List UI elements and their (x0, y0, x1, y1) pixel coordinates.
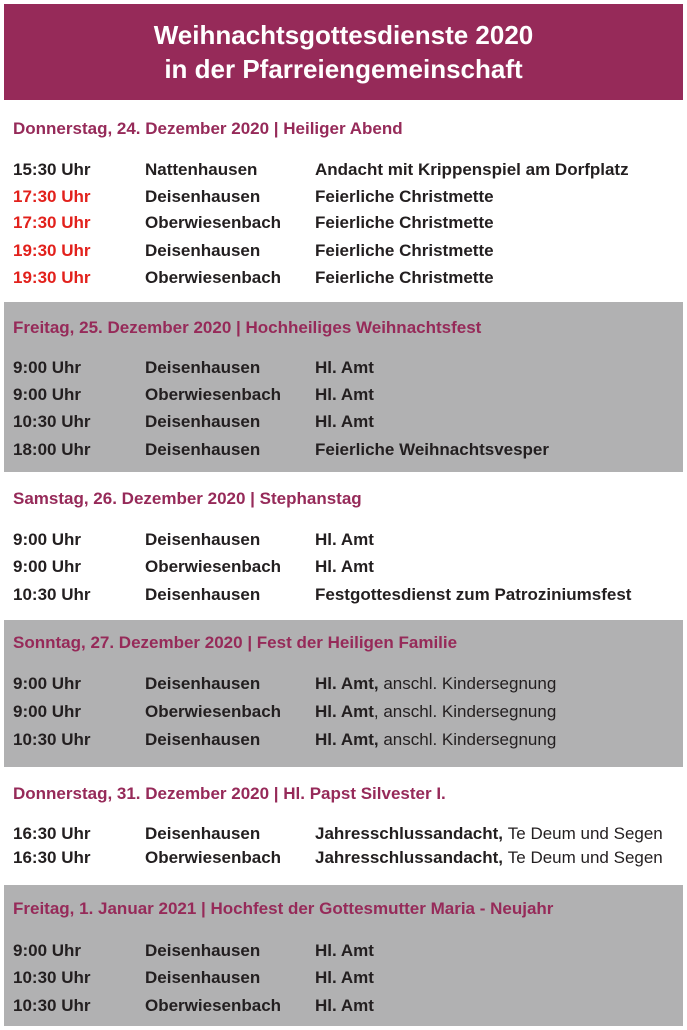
service-row (4, 993, 683, 1019)
service-place: Deisenhausen (145, 730, 261, 749)
service-row (4, 157, 683, 183)
service-place: Deisenhausen (145, 824, 261, 843)
service-event: Festgottesdienst zum Patroziniumsfest (315, 585, 632, 604)
service-row (4, 821, 683, 847)
service-event: Jahresschlussandacht, (315, 824, 504, 843)
service-place: Deisenhausen (145, 530, 261, 549)
service-time: 19:30 Uhr (13, 268, 91, 287)
service-event: Feierliche Weihnachtsvesper (315, 440, 550, 459)
section-27-dec (4, 620, 683, 767)
service-event: Hl. Amt (315, 702, 374, 721)
service-row (4, 938, 683, 964)
service-row (4, 845, 683, 871)
service-row (4, 184, 683, 210)
service-event: Hl. Amt (315, 530, 374, 549)
service-note: Te Deum und Segen (507, 824, 663, 843)
service-event: Hl. Amt, (315, 730, 379, 749)
section-title: Freitag, 25. Dezember 2020 | Hochheiliges Weihnachtsfest (13, 318, 482, 337)
service-time: 16:30 Uhr (13, 824, 91, 843)
section-31-dec (4, 769, 683, 883)
service-place: Deisenhausen (145, 358, 261, 377)
service-event: Hl. Amt (315, 358, 374, 377)
service-place: Oberwiesenbach (145, 213, 282, 232)
section-title: Freitag, 1. Januar 2021 | Hochfest der Gottesmutter Maria - Neujahr (13, 899, 554, 918)
service-place: Nattenhausen (145, 160, 258, 179)
service-event: Hl. Amt (315, 557, 374, 576)
service-time: 9:00 Uhr (13, 941, 82, 960)
section-26-dec (4, 474, 683, 618)
service-time: 17:30 Uhr (13, 187, 91, 206)
service-row (4, 554, 683, 580)
service-place: Deisenhausen (145, 412, 261, 431)
service-row (4, 265, 683, 291)
service-event: Feierliche Christmette (315, 241, 494, 260)
service-event: Hl. Amt (315, 996, 374, 1015)
service-place: Oberwiesenbach (145, 385, 282, 404)
service-time: 9:00 Uhr (13, 530, 82, 549)
service-row (4, 699, 683, 725)
service-place: Oberwiesenbach (145, 702, 282, 721)
section-title: Donnerstag, 24. Dezember 2020 | Heiliger Abend (13, 119, 403, 138)
service-place: Deisenhausen (145, 241, 261, 260)
service-time: 15:30 Uhr (13, 160, 91, 179)
service-place: Deisenhausen (145, 440, 261, 459)
service-place: Deisenhausen (145, 968, 261, 987)
service-time: 10:30 Uhr (13, 585, 91, 604)
service-row (4, 437, 683, 463)
service-place: Oberwiesenbach (145, 268, 282, 287)
service-time: 10:30 Uhr (13, 996, 91, 1015)
service-note: , anschl. Kindersegnung (373, 702, 557, 721)
service-event: Feierliche Christmette (315, 187, 494, 206)
service-event: Hl. Amt (315, 941, 374, 960)
service-event: Feierliche Christmette (315, 268, 494, 287)
service-time: 9:00 Uhr (13, 557, 82, 576)
service-row (4, 238, 683, 264)
page-header (4, 4, 683, 100)
service-row (4, 671, 683, 697)
section-title: Donnerstag, 31. Dezember 2020 | Hl. Papst Silvester I. (13, 784, 446, 803)
service-time: 19:30 Uhr (13, 241, 91, 260)
service-event: Hl. Amt (315, 385, 374, 404)
service-row (4, 210, 683, 236)
service-row (4, 355, 683, 381)
service-row (4, 582, 683, 608)
service-place: Deisenhausen (145, 674, 261, 693)
service-place: Oberwiesenbach (145, 996, 282, 1015)
service-row (4, 382, 683, 408)
service-time: 18:00 Uhr (13, 440, 91, 459)
section-title: Samstag, 26. Dezember 2020 | Stephanstag (13, 489, 362, 508)
service-place: Deisenhausen (145, 941, 261, 960)
service-event: Hl. Amt (315, 412, 374, 431)
service-place: Oberwiesenbach (145, 848, 282, 867)
service-time: 9:00 Uhr (13, 358, 82, 377)
service-time: 10:30 Uhr (13, 730, 91, 749)
service-time: 9:00 Uhr (13, 674, 82, 693)
section-25-dec (4, 302, 683, 472)
service-time: 10:30 Uhr (13, 412, 91, 431)
service-row (4, 727, 683, 753)
service-event: Hl. Amt, (315, 674, 379, 693)
service-place: Oberwiesenbach (145, 557, 282, 576)
service-event: Hl. Amt (315, 968, 374, 987)
service-place: Deisenhausen (145, 585, 261, 604)
service-note: Te Deum und Segen (507, 848, 663, 867)
service-event: Feierliche Christmette (315, 213, 494, 232)
service-row (4, 965, 683, 991)
section-24-dec (4, 104, 683, 300)
service-time: 9:00 Uhr (13, 385, 82, 404)
section-1-jan (4, 885, 683, 1026)
service-event: Jahresschlussandacht, (315, 848, 504, 867)
service-note: anschl. Kindersegnung (383, 730, 557, 749)
service-row (4, 409, 683, 435)
service-event: Andacht mit Krippenspiel am Dorfplatz (315, 160, 629, 179)
header-title-line1: Weihnachtsgottesdienste 2020 (153, 20, 534, 50)
service-row (4, 527, 683, 553)
service-time: 9:00 Uhr (13, 702, 82, 721)
service-time: 17:30 Uhr (13, 213, 91, 232)
service-time: 10:30 Uhr (13, 968, 91, 987)
service-note: anschl. Kindersegnung (383, 674, 557, 693)
section-title: Sonntag, 27. Dezember 2020 | Fest der Heiligen Familie (13, 633, 458, 652)
service-place: Deisenhausen (145, 187, 261, 206)
service-time: 16:30 Uhr (13, 848, 91, 867)
header-title-line2: in der Pfarreiengemeinschaft (164, 54, 523, 84)
